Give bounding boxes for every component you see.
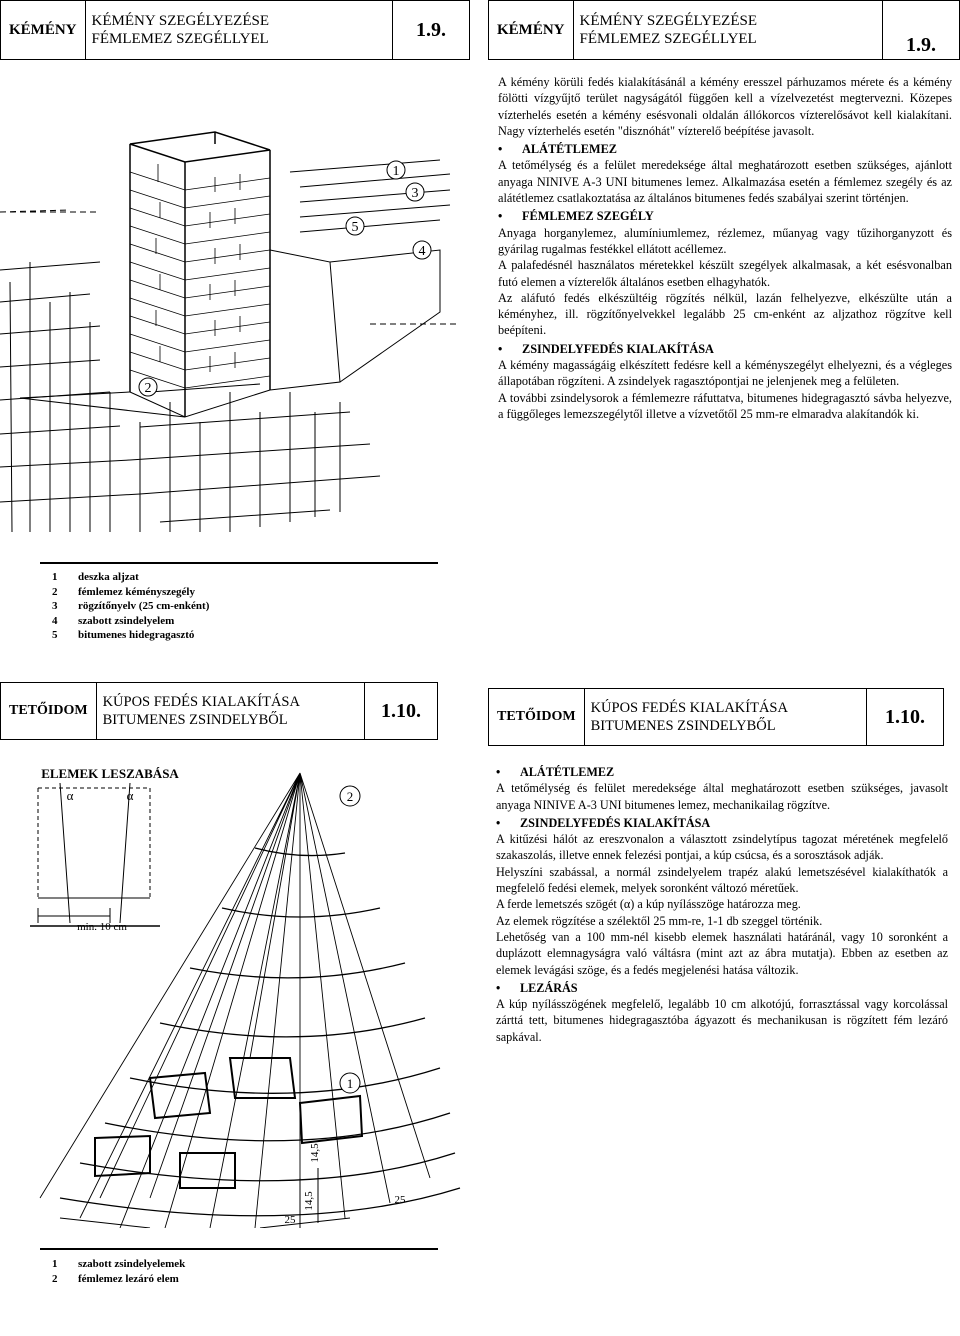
paragraph: Anyaga horganylemez, alumíniumlemez, rézlemez, műanyag vagy tűzihorganyzott és gyárilag rugalmas festékkel ellátott acéllemez.	[498, 225, 952, 256]
header-title	[97, 683, 364, 739]
intro-paragraph: A kémény körüli fedés kialakításánál a kémény eresszel párhuzamos mérete és a kémény fölötti vízgyűjtő terület nagyságától függően kell a vízelvezetést megtervezni. Közepes vízterhelés esetén a kémény esésvonali oldalán állókorcos vízterelősávot kell kialakítani. Nagy vízterhelés esetén "disznóhát" vízterelő beépítése javasolt.	[498, 75, 952, 138]
header-right-1	[488, 0, 960, 60]
fig-min-dim: min. 10 cm	[77, 921, 127, 933]
legend-item: 3 rögzítőnyelv (25 cm-enként)	[52, 600, 210, 612]
cone-text	[496, 762, 948, 1045]
header-title-line2: FÉMLEMEZ SZEGÉLLYEL	[579, 31, 757, 47]
fig-label-4: 4	[418, 244, 426, 259]
paragraph: A tetőmélység és a felület meredeksége által meghatározott esetben szükséges, ajánlott anyaga NINIVE A-3 UNI bitumenes lemez. Alkalmazása esetén a fémlemez szegély és az alátétlemez csatlakoztatása az általános bitumenes fedés szabályai szerint történjen.	[498, 158, 952, 206]
header-number: 1.10.	[866, 689, 943, 745]
fig-title-elements: ELEMEK LESZABÁSA	[41, 766, 179, 781]
cone-figure	[0, 758, 470, 1228]
header-title-line1: KÚPOS FEDÉS KIALAKÍTÁSA	[590, 700, 788, 716]
header-right-2	[488, 688, 944, 746]
legend-item: 1 deszka aljzat	[52, 571, 139, 583]
paragraph: A kémény magasságáig elkészített fedésre kell a kéményszegélyt elhelyezni, és a végleges állapotában rögzíteni. A zsindelyek ragasztópontjai ne jelenjenek meg a felületen.	[498, 358, 952, 389]
header-title-line1: KÉMÉNY SZEGÉLYEZÉSE	[579, 13, 758, 29]
header-title-line2: FÉMLEMEZ SZEGÉLLYEL	[91, 31, 269, 47]
header-category: TETŐIDOM	[1, 683, 97, 739]
fig-label-1: 1	[392, 164, 400, 179]
section-heading: • ZSINDELYFEDÉS KIALAKÍTÁSA	[496, 815, 948, 831]
header-title	[574, 1, 883, 59]
chimney-figure	[0, 62, 480, 542]
paragraph: A ferde lemetszés szögét (α) a kúp nyílásszöge határozza meg.	[496, 897, 801, 912]
header-category: TETŐIDOM	[489, 689, 585, 745]
dim-14-5-a: 14,5	[303, 1191, 315, 1211]
dim-14-5-b: 14,5	[309, 1143, 321, 1163]
section-heading: • ZSINDELYFEDÉS KIALAKÍTÁSA	[498, 341, 952, 357]
legend-chimney	[52, 570, 209, 643]
paragraph: A palafedésnél használatos méretekkel készült szegélyek alkalmasak, a két esésvonalban futó elemen a vízterelők általános esetben elhagyhatók.	[498, 258, 952, 289]
header-left-2	[0, 682, 438, 740]
paragraph: Lehetőség van a 100 mm-nél kisebb elemek használati határánál, vagy 10 soronként a duplázott elemnagyságra való váltásra (mint azt az ábra mutatja). Ebben az esetben az elemek levágási szöge, és a fedés megjelenési hatása változik.	[496, 929, 948, 977]
header-category: KÉMÉNY	[1, 1, 86, 59]
dim-25-a: 25	[284, 1214, 296, 1226]
header-left-1	[0, 0, 470, 60]
paragraph: A kúp nyílásszögének megfelelő, legalább 10 cm alkotójú, forrasztással vagy korcolással zárttá tett, bitumenes hidegragasztóba ágyazott és mechanikusan is rögzített fém lezáró sapkával.	[496, 997, 948, 1044]
paragraph: A kitűzési hálót az ereszvonalon a választott zsindelytípus tagozat méretének megfelelő szakaszolás, illetve ennek felezési pontjai, a kúp csúcsa, és a sorosztások adják.	[496, 832, 948, 863]
fig-label-2: 2	[346, 789, 354, 804]
section-heading: • ALÁTÉTLEMEZ	[498, 141, 952, 157]
fig-label-1: 1	[346, 1076, 354, 1091]
legend-item: 5 bitumenes hidegragasztó	[52, 629, 195, 641]
paragraph: A tetőmélység és felület meredeksége által meghatározott esetben szükséges, javasolt anyaga NINIVE A-3 UNI bitumenes lemez, mechanikailag rögzítve.	[496, 781, 948, 812]
header-title-line2: BITUMENES ZSINDELYBŐL	[102, 712, 288, 728]
header-title-line1: KÚPOS FEDÉS KIALAKÍTÁSA	[102, 694, 300, 710]
legend-item: 2 fémlemez lezáró elem	[52, 1272, 179, 1285]
paragraph: Helyszíni szabással, a normál zsindelyelem trapéz alakú lemetszésével kialakíthatók a megfelelő fedési elemek, melyek soronként változó méretűek.	[496, 864, 948, 896]
legend-rule	[40, 562, 438, 564]
fig-alpha-left: α	[66, 788, 74, 803]
legend-rule	[40, 1248, 438, 1250]
header-title-line2: BITUMENES ZSINDELYBŐL	[590, 718, 776, 734]
legend-item: 4 szabott zsindelyelem	[52, 614, 175, 627]
paragraph: Az aláfutó fedés elkészültéig rögzítés nélkül, lazán felhelyezve, elkészülte után a kéményhez, ill. rögzítőnyelvekkel legalább 25 cm-enként az aljzathoz rögzítve kell beépíteni.	[498, 290, 952, 338]
fig-label-2: 2	[144, 381, 152, 396]
legend-cone	[52, 1257, 185, 1286]
header-title-line1: KÉMÉNY SZEGÉLYEZÉSE	[91, 13, 270, 29]
legend-item: 1 szabott zsindelyelemek	[52, 1258, 186, 1270]
header-number: 1.9.	[882, 1, 959, 59]
paragraph: Az elemek rögzítése a szélektől 25 mm-re, 1-1 db szeggel történik.	[496, 913, 823, 928]
section-heading: • FÉMLEMEZ SZEGÉLY	[498, 208, 952, 224]
paragraph: A további zsindelysorok a fémlemezre ráfuttatva, bitumenes hidegragasztó sávba helyezve, a függőleges lemezszegélytől illetve a vízvetőtől 25 mm-re elmaradva alakítandók ki.	[498, 390, 952, 421]
header-category: KÉMÉNY	[489, 1, 574, 59]
fig-label-3: 3	[411, 186, 419, 201]
section-heading: • LEZÁRÁS	[496, 980, 948, 996]
fig-label-5: 5	[351, 220, 359, 235]
chimney-text	[498, 74, 952, 422]
header-number: 1.10.	[364, 683, 437, 739]
header-title	[585, 689, 866, 745]
header-title	[86, 1, 393, 59]
section-heading: • ALÁTÉTLEMEZ	[496, 764, 948, 780]
dim-25-b: 25	[394, 1194, 406, 1206]
fig-alpha-right: α	[126, 788, 134, 803]
header-number: 1.9.	[392, 1, 469, 59]
legend-item: 2 fémlemez kéményszegély	[52, 585, 195, 598]
